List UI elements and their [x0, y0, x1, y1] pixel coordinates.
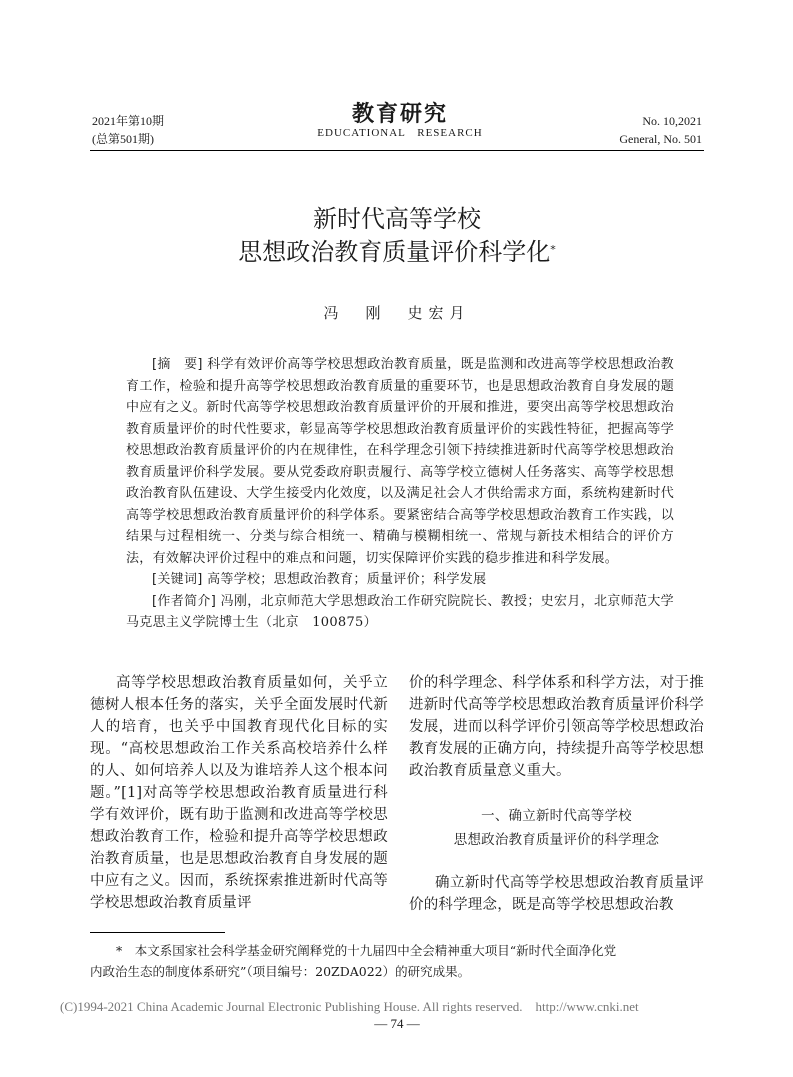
issue-number-en: No. 10,2021: [642, 114, 702, 128]
keywords-paragraph: [126, 569, 674, 591]
body-right-column: [409, 672, 704, 916]
issue-info-cn: [92, 112, 164, 148]
author-info-paragraph: [126, 591, 674, 634]
article-title-text: 思想政治教育质量评价科学化: [238, 238, 551, 266]
section-heading-line2: 思想政治教育质量评价的科学理念: [453, 832, 660, 848]
author-info-text: 冯刚，北京师范大学思想政治工作研究院院长、教授；史宏月，北京师范大学马克思主义学院博士生（北京 100875）: [126, 593, 674, 630]
body-paragraph-continued: 价的科学理念、科学体系和科学方法，对于推进新时代高等学校思想政治教育质量评价科学发展，进而以科学评价引领高等学校思想政治教育发展的正确方向，持续提升高等学校思想政治教育质量意义重大。: [409, 675, 704, 779]
journal-logo: [300, 102, 500, 140]
abstract-text: 科学有效评价高等学校思想政治教育质量，既是监测和改进高等学校思想政治教育工作，检验和提升高等学校思想政治教育质量的重要环节，也是思想政治教育自身发展的题中应有之义。新时代高等学校思想政治教育质量评价的开展和推进，要突出高等学校思想政治教育质量评价的时代性要求，彰显高等学校思想政治教育质量评价的实践性特征，把握高等学校思想政治教育质量评价的内在规律性，在科学理念引领下持续推进新时代高等学校思想政治教育质量评价科学发展。要从党委政府职责履行、高等学校立德树人任务落实、高等学校思想政治教育队伍建设、大学生接受内化效度，以及满足社会人才供给需求方面，系统构建新时代高等学校思想政治教育质量评价的科学体系。要紧密结合高等学校思想政治教育工作实践，以结果与过程相统一、分类与综合相统一、精确与模糊相统一、常规与新技术相结合的评价方法，有效解决评价过程中的难点和问题，切实保障评价实践的稳步推进和科学发展。: [126, 357, 674, 566]
journal-title-cn: 教育研究: [351, 101, 448, 127]
body-paragraph: 确立新时代高等学校思想政治教育质量评价的科学理念，既是高等学校思想政治教: [409, 875, 704, 913]
footnote-line1: * 本文系国家社会科学基金研究阐释党的十九届四中全会精神重大项目“新时代全面净化党: [116, 943, 617, 958]
keywords-label: [关键词]: [152, 572, 203, 587]
issue-info-en: [562, 112, 702, 148]
body-paragraph: 高等学校思想政治教育质量如何，关乎立德树人根本任务的落实，关乎全面发展时代新人的培育，也关乎中国教育现代化目标的实现。“高校思想政治工作关系高校培养什么样的人、如何培养人以及为谁培养人这个根本问题。”[1]对高等学校思想政治教育质量进行科学有效评价，既有助于监测和改进高等学校思想政治教育工作，检验和提升高等学校思想政治教育质量，也是思想政治教育自身发展的题中应有之义。因而，系统探索推进新时代高等学校思想政治教育质量评: [90, 675, 388, 911]
body-left-column: [90, 672, 388, 914]
article-title-line2: [90, 236, 704, 268]
keywords-text: 高等学校；思想政治教育；质量评价；科学发展: [207, 572, 487, 587]
total-issue-cn: (总第501期): [92, 132, 154, 146]
total-issue-en: General, No. 501: [619, 132, 702, 146]
footnote-line2: 内政治生态的制度体系研究”（项目编号：20ZDA022）的研究成果。: [90, 964, 471, 979]
header-rule: [90, 150, 704, 151]
article-title-line1: 新时代高等学校: [313, 205, 481, 233]
issue-number-cn: 2021年第10期: [92, 114, 165, 128]
section-heading-line1: 一、确立新时代高等学校: [481, 808, 632, 824]
abstract-paragraph: [126, 354, 674, 569]
abstract-block: [126, 354, 674, 634]
authors: 冯 刚 史宏月: [323, 304, 471, 322]
copyright-watermark: (C)1994-2021 China Academic Journal Electronic Publishing House. All rights reserved. http://www.cnki.net: [60, 999, 639, 1014]
footnote-rule: [90, 932, 225, 933]
page-number: — 74 —: [374, 1016, 420, 1031]
title-footnote-mark: *: [550, 243, 556, 256]
abstract-label: [摘 要]: [152, 357, 203, 372]
author-info-label: [作者简介]: [152, 593, 217, 609]
footnote: [90, 940, 704, 982]
journal-title-en: EDUCATIONAL RESEARCH: [317, 127, 483, 139]
